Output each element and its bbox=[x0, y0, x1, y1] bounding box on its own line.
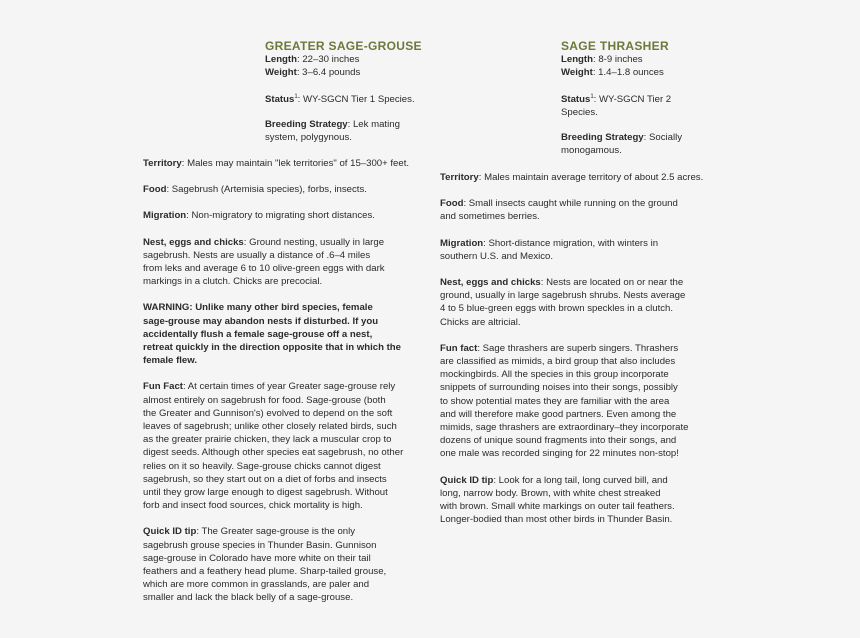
grouse-breeding: Breeding Strategy: Lek mating system, polygynous. bbox=[265, 119, 400, 144]
grouse-food: Food: Sagebrush (Artemisia species), forbs, insects. bbox=[143, 184, 367, 196]
thrasher-nest: Nest, eggs and chicks: Nests are located on or near the ground, usually in large sagebrush shrubs. Nests average 4 to 5 blue-green eggs with brown speckles in a clutch. Chicks are altricial. bbox=[440, 277, 686, 328]
grouse-warning: WARNING: Unlike many other bird species, female sage-grouse may abandon nests if disturbed. If you accidentally flush a female sage-grouse off a nest, retreat quickly in the direction opposite that in which the female flew. bbox=[143, 302, 401, 367]
grouse-territory: Territory: Males may maintain "lek territories" of 15–300+ feet. bbox=[143, 158, 410, 169]
thrasher-migration: Migration: Short-distance migration, with winters in southern U.S. and Mexico. bbox=[440, 237, 659, 262]
thrasher-breeding: Breeding Strategy: Socially monogamous. bbox=[561, 132, 683, 157]
grouse-fun-fact: Fun Fact: At certain times of year Greater sage-grouse rely almost entirely on sagebrush for food. Sage-grouse (both the Greater and Gunnison's) evolved to depend on the soft leaves of sagebrush; unlike other closely related birds, such as the greater prairie chicken, they lack a muscular crop to digest seeds. Although other species eat sagebrush, no other relies on it so heavily. Sage-grouse chicks cannot digest sagebrush, so they start out on a diet of forbs and insects until they grow large enough to digest sagebrush. Without forb and insect food sources, chick mortality is high. bbox=[143, 381, 404, 512]
thrasher-food: Food: Small insects caught while running on the ground and sometimes berries. bbox=[440, 198, 678, 223]
grouse-length: Length: 22–30 inches bbox=[265, 54, 360, 65]
greater-sage-grouse-title: GREATER SAGE-GROUSE bbox=[265, 39, 422, 53]
thrasher-body bbox=[440, 171, 740, 526]
thrasher-length: Length: 8-9 inches bbox=[561, 54, 643, 65]
grouse-nest: Nest, eggs and chicks: Ground nesting, usually in large sagebrush. Nests are usually a distance of .6–4 miles from leks and average 6 to 10 olive-green eggs with dark markings in a clutch. Chicks are precocial. bbox=[143, 236, 385, 288]
thrasher-status: Status$^1$: WY-SGCN Tier 2 Species. bbox=[561, 94, 672, 119]
grouse-weight: Weight: 3–6.4 pounds bbox=[265, 67, 361, 79]
grouse-stats bbox=[265, 53, 440, 79]
thrasher-fun-fact: Fun fact: Sage thrashers are superb singers. Thrashers are classified as mimids, a bird group that also includes mockingbirds. All the species in this group incorporate snippets of surrounding noises into their songs, possibly to show potential mates they are familiar with the area and will therefore make good partners. Even among the mimids, sage thrashers are extraordinary–they incorporate dozens of unique sound fragments into their songs, and one male was recorded singing for 22 minutes non-stop! bbox=[440, 342, 689, 460]
sage-thrasher-title: SAGE THRASHER bbox=[561, 39, 669, 53]
thrasher-weight: Weight: 1.4–1.8 ounces bbox=[561, 67, 664, 79]
grouse-quick-id: Quick ID tip: The Greater sage-grouse is the only sagebrush grouse species in Thunder Basin. Gunnison sage-grouse in Colorado have more white on their tail feathers and a feathery head plume. Sharp-tailed grouse, which are more common in grasslands, are paler and smaller and lack the black belly of a sage-grouse. bbox=[143, 526, 387, 604]
grouse-migration: Migration: Non-migratory to migrating short distances. bbox=[143, 210, 375, 222]
grouse-status: Status$^1$: WY-SGCN Tier 1 Species. bbox=[265, 94, 415, 105]
thrasher-territory: Territory: Males maintain average territory of about 2.5 acres. bbox=[440, 172, 704, 183]
thrasher-quick-id: Quick ID tip: Look for a long tail, long curved bill, and long, narrow body. Brown, with white chest streaked with brown. Small white markings on outer tail feathers. Longer-bodied than most other birds in Thunder Basin. bbox=[440, 474, 675, 526]
grouse-body bbox=[143, 157, 443, 605]
thrasher-stats bbox=[561, 53, 731, 79]
